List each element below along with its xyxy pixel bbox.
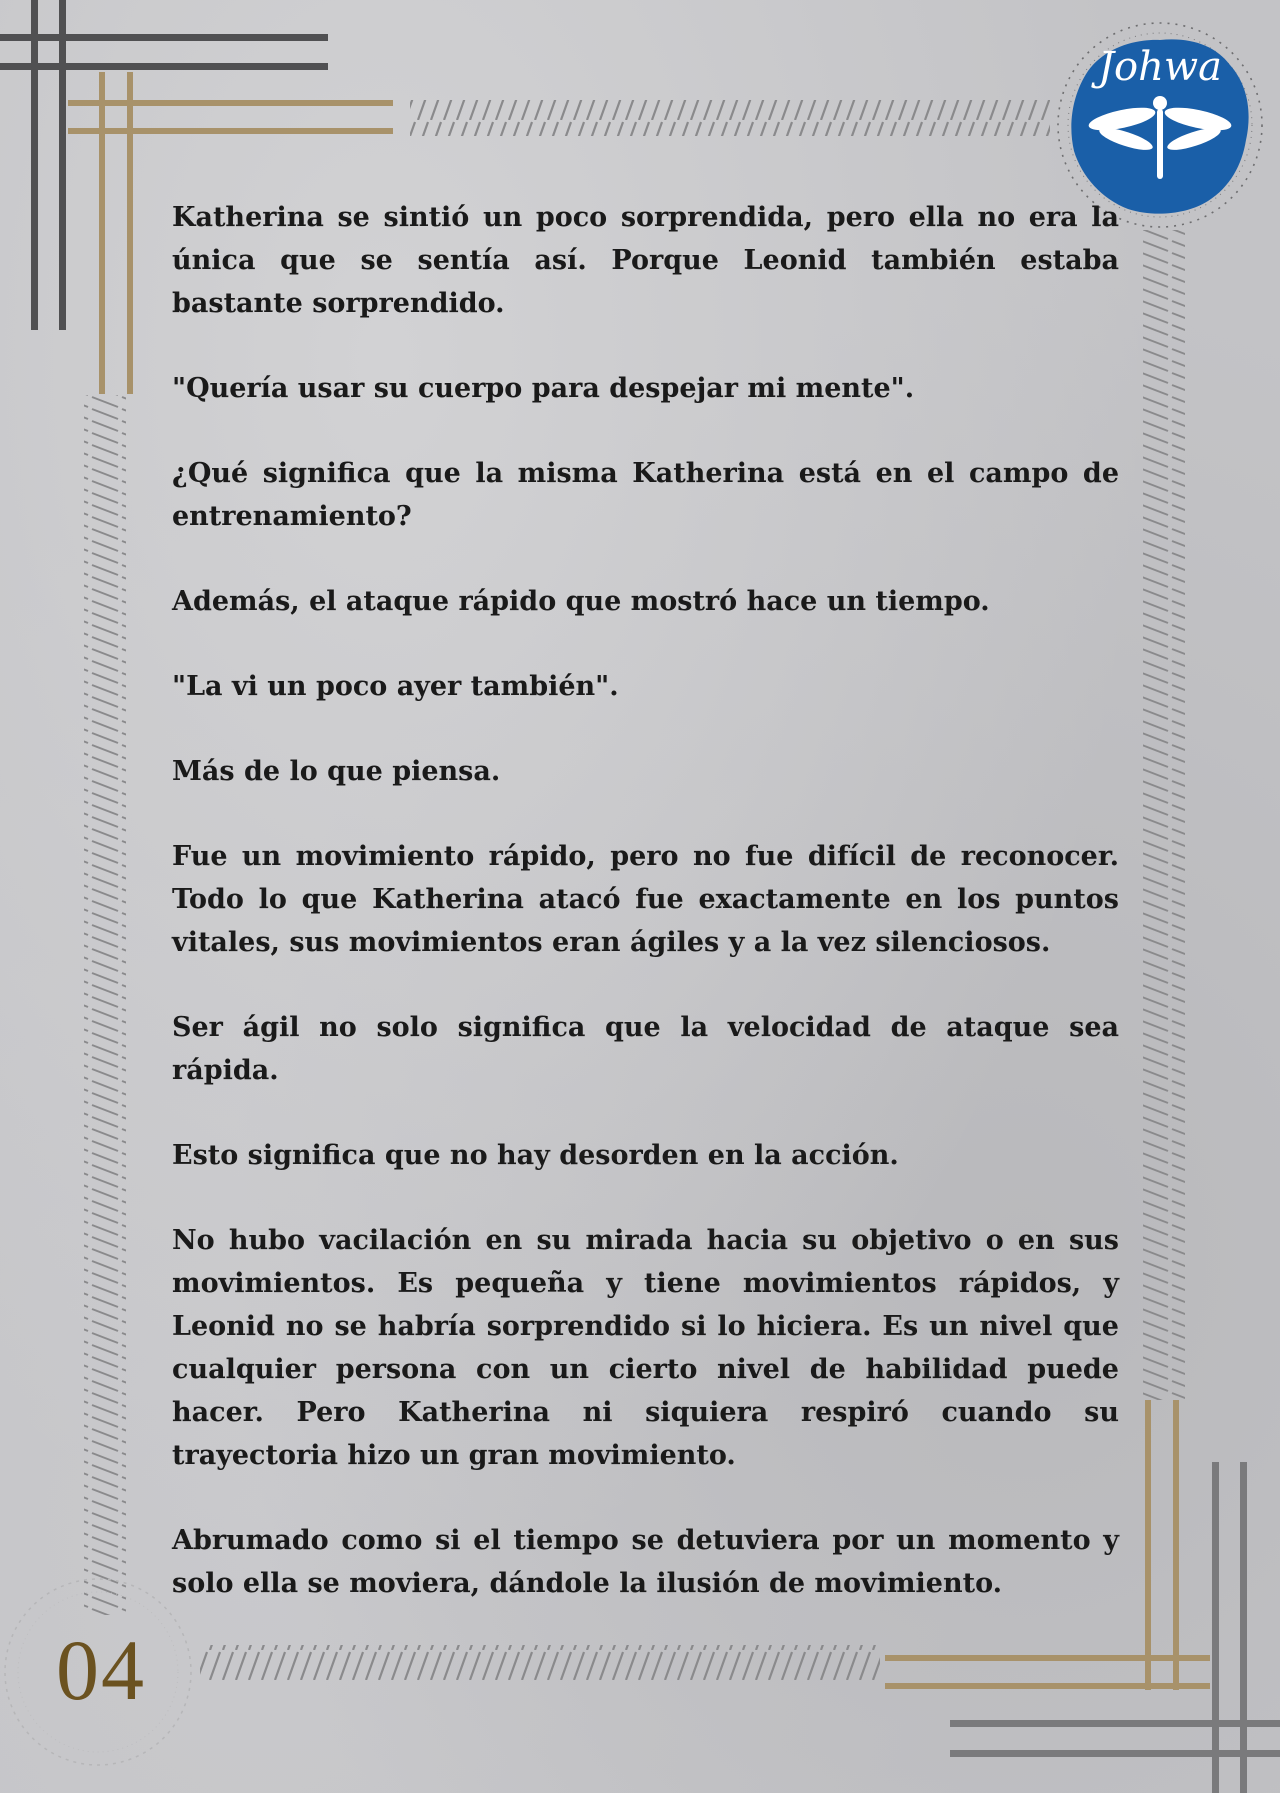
- paragraph: "La vi un poco ayer también".: [172, 671, 619, 702]
- paragraph: Abrumado como si el tiempo se detuviera por un momento y solo ella se moviera, dándole la ilusión de movimiento.: [172, 1525, 1119, 1599]
- hatch-band-left: [84, 395, 126, 1615]
- text-body: [172, 196, 1119, 1647]
- paragraph: No hubo vacilación en su mirada hacia su objetivo o en sus movimientos. Es pequeña y tiene movimientos rápidos, y Leonid no se habría sorprendido si lo hiciera. Es un nivel que cualquier persona con un cierto nivel de habilidad puede hacer. Pero Katherina ni siquiera respiró cuando su trayectoria hizo un gran movimiento.: [172, 1225, 1119, 1471]
- hatch-band-right: [1143, 230, 1185, 1400]
- logo-wordmark: Johwa: [1098, 44, 1222, 90]
- paragraph: Además, el ataque rápido que mostró hace un tiempo.: [172, 586, 990, 617]
- hatch-band-top: [410, 100, 1050, 136]
- paragraph: Ser ágil no solo significa que la velocidad de ataque sea rápida.: [172, 1012, 1119, 1086]
- paragraph: Fue un movimiento rápido, pero no fue difícil de reconocer. Todo lo que Katherina atacó fue exactamente en los puntos vitales, sus movimientos eran ágiles y a la vez silenciosos.: [172, 841, 1119, 958]
- paragraph: Más de lo que piensa.: [172, 756, 501, 787]
- paragraph: Esto significa que no hay desorden en la acción.: [172, 1140, 899, 1171]
- paragraph: "Quería usar su cuerpo para despejar mi mente".: [172, 373, 915, 404]
- paragraph: ¿Qué significa que la misma Katherina está en el campo de entrenamiento?: [172, 458, 1119, 532]
- hatch-band-bottom: [200, 1645, 880, 1681]
- page-number: 04: [56, 1622, 146, 1718]
- paragraph: Katherina se sintió un poco sorprendida, pero ella no era la única que se sentía así. Porque Leonid también estaba bastante sorprendido.: [172, 202, 1119, 319]
